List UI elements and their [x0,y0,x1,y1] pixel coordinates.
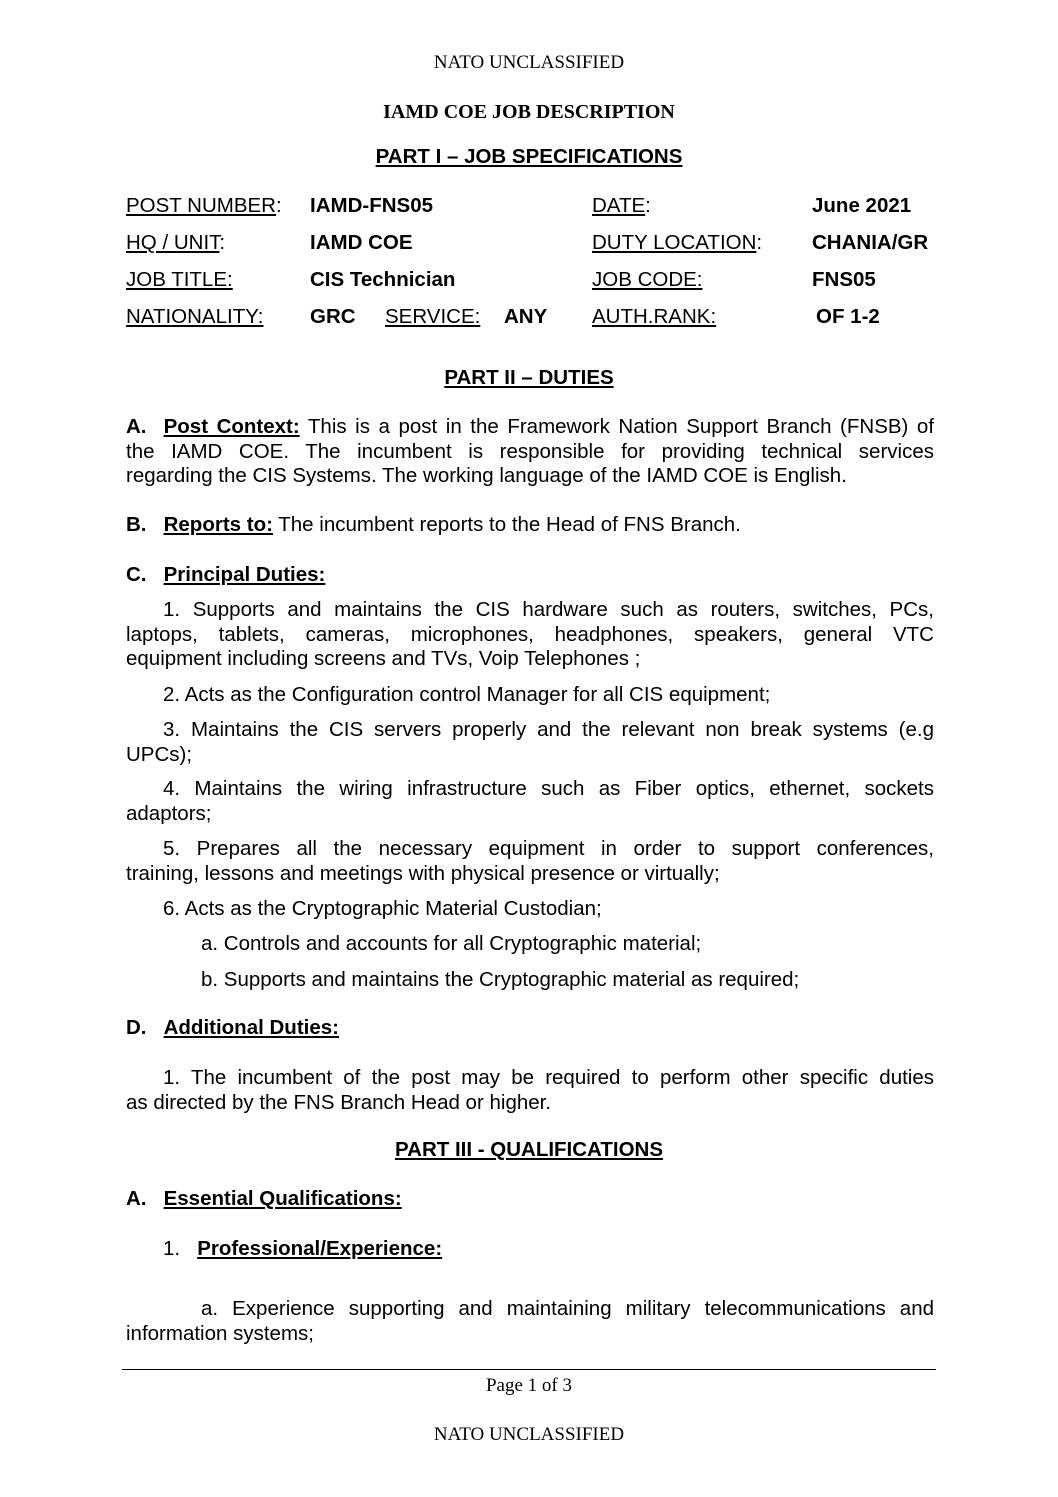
section-letter-a: A. [126,415,147,438]
duty-item-2: 2. Acts as the Configuration control Manager for all CIS equipment; [163,683,771,706]
document-title: IAMD COE JOB DESCRIPTION [383,101,675,123]
nationality-label: NATIONALITY: [126,305,264,328]
page-number: Page 1 of 3 [485,1375,572,1396]
duty-item-3: 3. Maintains the CIS servers properly and the relevant non break systems (e.g UPCs); [126,718,934,766]
duty-item-6a: a. Controls and accounts for all Cryptographic material; [201,932,702,955]
classification-top: NATO UNCLASSIFIED [433,52,625,73]
job-code-label: JOB CODE: [592,268,703,291]
additional-duty-item-1: 1. The incumbent of the post may be required to perform other specific duties as directed by the FNS Branch Head or higher. [126,1066,934,1114]
reports-to-paragraph: B. Reports to: The incumbent reports to the Head of FNS Branch. [126,513,741,536]
duty-item-4: 4. Maintains the wiring infrastructure such as Fiber optics, ethernet, sockets adaptors; [126,777,934,825]
hq-unit-value: IAMD COE [310,231,413,254]
duty-item-5: 5. Prepares all the necessary equipment in order to support conferences, training, lessons and meetings with physical presence or virtually; [126,837,934,885]
service-value: ANY [504,305,548,328]
hq-unit-label: HQ / UNIT: [126,231,226,254]
job-title-value: CIS Technician [310,268,456,291]
duty-location-value: CHANIA/GR [812,231,929,254]
post-number-value: IAMD-FNS05 [310,194,434,217]
professional-experience-heading: 1. Professional/Experience: [163,1237,443,1260]
reports-to-heading: Reports to: [163,513,273,536]
date-label: DATE: [592,194,651,217]
principal-duties-heading: C. Principal Duties: [126,563,326,586]
essential-qualifications-heading: A. Essential Qualifications: [126,1187,402,1210]
post-number-label: POST NUMBER: [126,194,282,217]
service-label: SERVICE: [385,305,481,328]
classification-bottom: NATO UNCLASSIFIED [433,1424,625,1445]
duty-location-label: DUTY LOCATION: [592,231,763,254]
part2-title: PART II – DUTIES [444,366,614,389]
duty-item-6b: b. Supports and maintains the Cryptographic material as required; [201,968,800,991]
part1-title: PART I – JOB SPECIFICATIONS [375,145,683,168]
job-code-value: FNS05 [812,268,876,291]
nationality-value: GRC [310,305,356,328]
duty-item-6: 6. Acts as the Cryptographic Material Custodian; [163,897,602,920]
job-title-label: JOB TITLE: [126,268,233,291]
duty-item-1: 1. Supports and maintains the CIS hardware such as routers, switches, PCs, laptops, tablets, cameras, microphones, headphones, speakers, general VTC equipment including screens and TVs, Voip Telephones ; [126,598,934,670]
auth-rank-value: OF 1-2 [816,305,880,328]
qualification-item-a: a. Experience supporting and maintaining military telecommunications and information systems; [126,1297,934,1345]
post-context-heading: Post Context: [163,415,300,438]
part3-title: PART III - QUALIFICATIONS [394,1138,663,1161]
footer-divider [122,1369,936,1370]
date-value: June 2021 [812,194,912,217]
post-context-paragraph: A. Post Context: This is a post in the Framework Nation Support Branch (FNSB) of the IAMD COE. The incumbent is responsible for providing technical services regarding the CIS Systems. The working language of the IAMD COE is English. [126,415,935,487]
additional-duties-heading: D. Additional Duties: [126,1016,339,1039]
auth-rank-label: AUTH.RANK: [592,305,717,328]
